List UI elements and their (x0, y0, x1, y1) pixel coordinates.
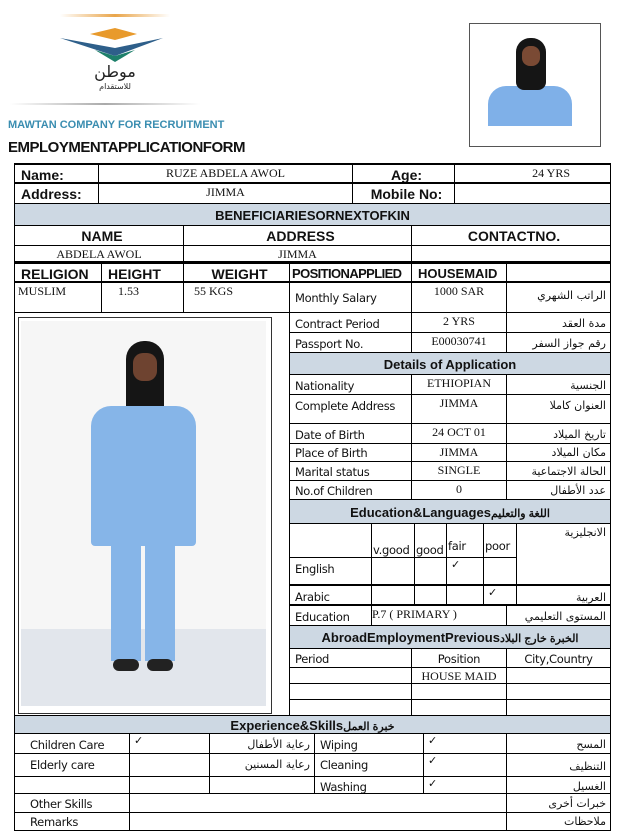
wiping-label: Wiping (314, 733, 424, 754)
cleaning-ar: التنظيف (506, 753, 611, 777)
arabic-label: Arabic (289, 584, 372, 606)
pob-value: JIMMA (411, 443, 507, 462)
arabic-ar: العربية (516, 584, 611, 606)
complete-address-label: Complete Address (289, 394, 412, 424)
mobile-value (454, 183, 611, 204)
abroad-row-2-position (411, 683, 507, 700)
mobile-label: Mobile No: (352, 183, 455, 204)
abroad-row-1-position: HOUSE MAID (411, 667, 507, 684)
children-care-label: Children Care (14, 733, 130, 754)
salary-value: 1000 SAR (411, 282, 507, 313)
lang-ar: الانجليزية (516, 523, 611, 585)
contract-label: Contract Period (289, 312, 412, 333)
level-poor: poor (483, 523, 517, 558)
abroad-row-3-position (411, 699, 507, 716)
abroad-position-header: Position (411, 648, 507, 668)
kin-address-header: ADDRESS (183, 225, 412, 246)
abroad-row-2-period (289, 683, 412, 700)
passport-label: Passport No. (289, 332, 412, 353)
complete-address-value: JIMMA (411, 394, 507, 424)
lang-blank (289, 523, 372, 558)
nationality-ar: الجنسية (506, 374, 611, 395)
other-skills-ar: خبرات أخرى (506, 793, 611, 813)
children-label: No.of Children (289, 480, 412, 500)
nationality-label: Nationality (289, 374, 412, 395)
elderly-care-label: Elderly care (14, 753, 130, 777)
blank-skill-check (129, 776, 210, 794)
passport-ar: رقم جواز السفر (506, 332, 611, 353)
height-header: HEIGHT (101, 262, 184, 283)
contract-value: 2 YRS (411, 312, 507, 333)
abroad-title: AbroadEmploymentPrevious (321, 630, 500, 645)
children-care-ar: رعاية الأطفال (209, 733, 315, 754)
kin-header: BENEFICIARIESORNEXTOFKIN (14, 203, 611, 226)
abroad-row-3-city (506, 699, 611, 716)
company-logo: موطن للاستقدام (55, 12, 175, 102)
cleaning-label: Cleaning (314, 753, 424, 777)
wiping-check: ✓ (423, 733, 507, 754)
salary-label: Monthly Salary (289, 282, 412, 313)
form-title: EMPLOYMENTAPPLICATIONFORM (8, 139, 245, 156)
passport-photo (469, 23, 601, 147)
wiping-ar: المسح (506, 733, 611, 754)
education-value: P.7 ( PRIMARY ) (371, 605, 507, 626)
abroad-city-header: City,Country (506, 648, 611, 668)
english-label: English (289, 557, 372, 585)
children-ar: عدد الأطفال (506, 480, 611, 500)
washing-label: Washing (314, 776, 424, 794)
education-title-ar: اللغة والتعليم (490, 508, 550, 520)
salary-ar: الراتب الشهري (506, 282, 611, 313)
abroad-period-header: Period (289, 648, 412, 668)
weight-value: 55 KGS (183, 282, 290, 313)
empty-cell (506, 262, 611, 283)
dob-value: 24 OCT 01 (411, 423, 507, 444)
other-skills-label: Other Skills (14, 793, 130, 813)
passport-value: E00030741 (411, 332, 507, 353)
dob-label: Date of Birth (289, 423, 412, 444)
company-name: MAWTAN COMPANY FOR RECRUITMENT (8, 119, 225, 131)
remarks-value (129, 812, 507, 831)
kin-name-header: NAME (14, 225, 184, 246)
education-title: Education&Languages (350, 505, 491, 520)
english-vgood (371, 557, 415, 585)
position-value: HOUSEMAID (411, 262, 507, 283)
english-good (414, 557, 447, 585)
pob-label: Place of Birth (289, 443, 412, 462)
height-value: 1.53 (101, 282, 184, 313)
english-fair-check: ✓ (446, 557, 484, 585)
skills-title: Experience&Skills (230, 718, 344, 733)
kin-name: ABDELA AWOL (14, 245, 184, 262)
kin-address: JIMMA (183, 245, 412, 262)
level-fair: fair (446, 523, 484, 558)
abroad-row-1-city (506, 667, 611, 684)
abroad-title-ar: الخبرة خارج البلاد (499, 633, 579, 645)
weight-header: WEIGHT (183, 262, 290, 283)
other-skills-value (129, 793, 507, 813)
position-header: POSITIONAPPLIED (289, 262, 412, 283)
nationality-value: ETHIOPIAN (411, 374, 507, 395)
english-poor (483, 557, 517, 585)
religion-header: RELIGION (14, 262, 102, 283)
complete-address-ar: العنوان كاملا (506, 394, 611, 424)
level-good: good (414, 523, 447, 558)
arabic-fair (446, 584, 484, 606)
name-label: Name: (14, 163, 99, 184)
abroad-row-2-city (506, 683, 611, 700)
washing-check: ✓ (423, 776, 507, 794)
age-value: 24 YRS (454, 163, 611, 184)
contract-ar: مدة العقد (506, 312, 611, 333)
dob-ar: تاريخ الميلاد (506, 423, 611, 444)
address-value: JIMMA (98, 183, 353, 204)
education-label: Education (289, 605, 372, 626)
remarks-ar: ملاحظات (506, 812, 611, 831)
marital-value: SINGLE (411, 461, 507, 481)
cleaning-check: ✓ (423, 753, 507, 777)
washing-ar: الغسيل (506, 776, 611, 794)
abroad-row-1-period (289, 667, 412, 684)
kin-contact (411, 245, 611, 262)
skills-title-ar: خبرة العمل (343, 721, 395, 733)
arabic-poor-check: ✓ (483, 584, 517, 606)
children-value: 0 (411, 480, 507, 500)
abroad-row-3-period (289, 699, 412, 716)
kin-contact-header: CONTACTNO. (411, 225, 611, 246)
marital-ar: الحالة الاجتماعية (506, 461, 611, 481)
age-label: Age: (352, 163, 455, 184)
religion-value: MUSLIM (14, 282, 102, 313)
blank-skill (14, 776, 130, 794)
arabic-vgood (371, 584, 415, 606)
arabic-good (414, 584, 447, 606)
elderly-care-check (129, 753, 210, 777)
children-care-check: ✓ (129, 733, 210, 754)
education-header (289, 499, 611, 524)
remarks-label: Remarks (14, 812, 130, 831)
logo-arabic-text: موطن (94, 62, 136, 81)
abroad-header (289, 625, 611, 649)
education-ar: المستوى التعليمي (506, 605, 611, 626)
skills-header (14, 715, 611, 734)
name-value: RUZE ABDELA AWOL (98, 163, 353, 184)
pob-ar: مكان الميلاد (506, 443, 611, 462)
details-header: Details of Application (289, 352, 611, 375)
level-vgood: v.good (371, 523, 415, 558)
full-body-photo (18, 317, 272, 714)
address-label: Address: (14, 183, 99, 204)
marital-label: Marital status (289, 461, 412, 481)
blank-skill-ar (209, 776, 315, 794)
elderly-care-ar: رعاية المسنين (209, 753, 315, 777)
